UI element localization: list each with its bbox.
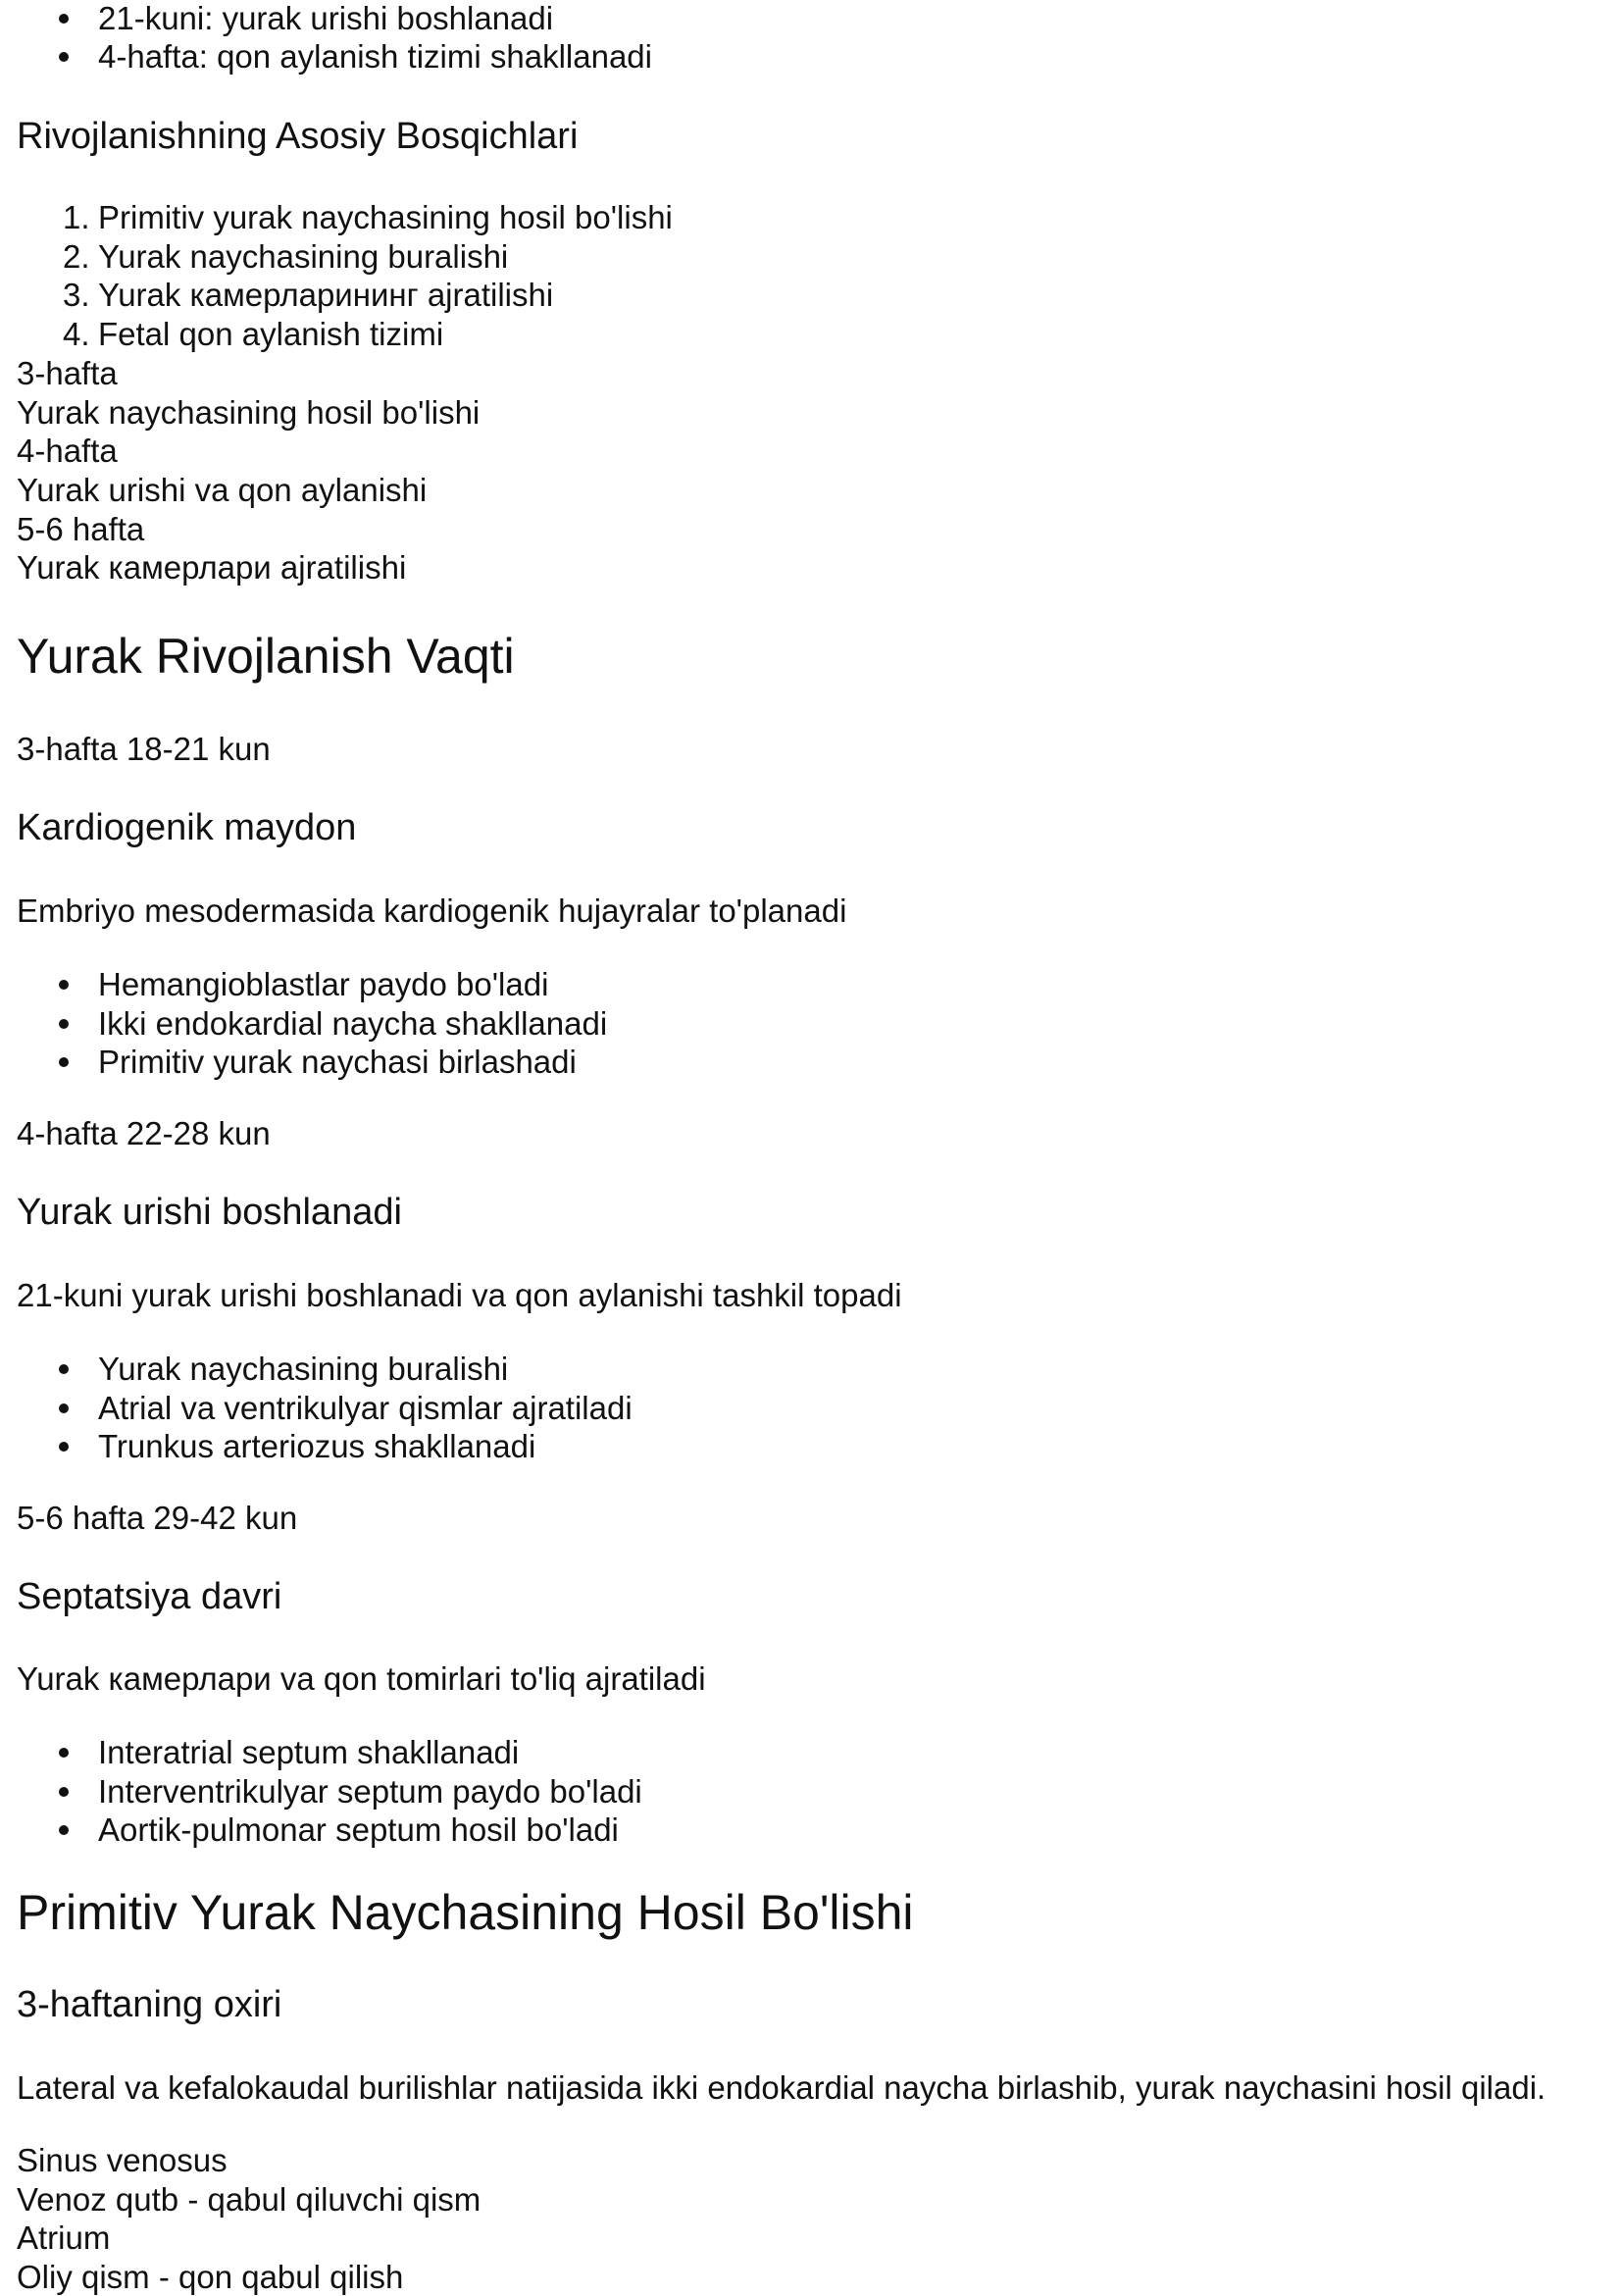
list-item (98, 1005, 607, 1043)
list-item (63, 199, 673, 236)
part-name: Atrium (17, 2219, 111, 2256)
period-heading: Yurak urishi boshlanadi (17, 1192, 402, 1233)
list-item-text: 4-hafta: qon aylanish tizimi shakllanadi (98, 38, 652, 75)
period-description: 21-kuni yurak urishi boshlanadi va qon aylanishi tashkil topadi (17, 1277, 902, 1313)
bullet-icon (59, 1825, 69, 1835)
section-title: Yurak Rivojlanish Vaqti (17, 629, 515, 684)
timeline-week: 5-6 hafta (17, 511, 145, 547)
list-item-text: Primitiv yurak naychasining hosil bo'lishi (98, 199, 673, 235)
timeline-week: 4-hafta (17, 433, 118, 469)
part-description: Oliy qism - qon qabul qilish (17, 2259, 404, 2295)
list-item (98, 1428, 535, 1465)
bullet-icon (59, 1403, 69, 1413)
list-item (98, 966, 548, 1003)
bullet-icon (59, 52, 69, 62)
period-description: Embriyo mesodermasida kardiogenik hujayralar to'planadi (17, 893, 847, 929)
list-item-text: Interatrial septum shakllanadi (98, 1734, 520, 1770)
list-number: 1. (63, 199, 90, 235)
period-heading: Kardiogenik maydon (17, 807, 357, 848)
list-item-text: Atrial va ventrikulyar qismlar ajratiladi (98, 1390, 633, 1426)
period-time: 5-6 hafta 29-42 kun (17, 1500, 298, 1536)
bullet-icon (59, 1787, 69, 1797)
list-item (63, 277, 554, 314)
list-number: 2. (63, 238, 90, 275)
bullet-icon (59, 14, 69, 24)
list-item-text: Yurak naychasining buralishi (98, 238, 509, 275)
list-item-text: Yurak камерларининг ajratilishi (98, 277, 554, 313)
timeline-event: Yurak naychasining hosil bo'lishi (17, 394, 481, 431)
list-item (98, 38, 652, 76)
list-item-text: Ikki endokardial naycha shakllanadi (98, 1005, 608, 1042)
list-item-text: Primitiv yurak naychasi birlashadi (98, 1044, 577, 1080)
timeline-week: 3-hafta (17, 355, 118, 391)
list-item (98, 1734, 519, 1771)
list-item-text: Interventrikulyar septum paydo bo'ladi (98, 1773, 642, 1810)
part-name: Sinus venosus (17, 2142, 228, 2178)
period-heading: Septatsiya davri (17, 1576, 282, 1617)
list-item (98, 1044, 577, 1081)
stages-heading: Rivojlanishning Asosiy Bosqichlari (17, 116, 579, 157)
part-description: Venoz qutb - qabul qiluvchi qism (17, 2181, 481, 2218)
timeline-event: Yurak urishi va qon aylanishi (17, 472, 428, 508)
bullet-icon (59, 1442, 69, 1452)
list-number: 3. (63, 277, 90, 313)
list-item-text: 21-kuni: yurak urishi boshlanadi (98, 0, 554, 36)
list-item (98, 1811, 619, 1849)
section-heading: 3-haftaning oxiri (17, 1984, 282, 2025)
list-item (98, 1390, 633, 1427)
list-item-text: Hemangioblastlar paydo bo'ladi (98, 966, 549, 1002)
list-item-text: Aortik-pulmonar septum hosil bo'ladi (98, 1811, 619, 1848)
list-number: 4. (63, 316, 90, 352)
bullet-icon (59, 1057, 69, 1067)
list-item (63, 316, 444, 353)
list-item (98, 1351, 508, 1388)
list-item-text: Fetal qon aylanish tizimi (98, 316, 444, 352)
bullet-icon (59, 1364, 69, 1374)
bullet-icon (59, 980, 69, 990)
list-item (63, 238, 509, 276)
list-item-text: Yurak naychasining buralishi (98, 1351, 509, 1387)
section-title: Primitiv Yurak Naychasining Hosil Bo'lishi (17, 1885, 914, 1940)
bullet-icon (59, 1019, 69, 1029)
bullet-icon (59, 1748, 69, 1758)
list-item-text: Trunkus arteriozus shakllanadi (98, 1428, 536, 1464)
section-description: Lateral va kefalokaudal burilishlar natijasida ikki endokardial naycha birlashib, yurak naychasini hosil qiladi. (17, 2069, 1546, 2106)
period-time: 3-hafta 18-21 kun (17, 731, 271, 767)
period-description: Yurak камерлари va qon tomirlari to'liq ajratiladi (17, 1660, 706, 1697)
list-item (98, 1773, 642, 1811)
list-item (98, 0, 553, 37)
timeline-event: Yurak камерлари ajratilishi (17, 549, 407, 586)
period-time: 4-hafta 22-28 kun (17, 1115, 271, 1151)
